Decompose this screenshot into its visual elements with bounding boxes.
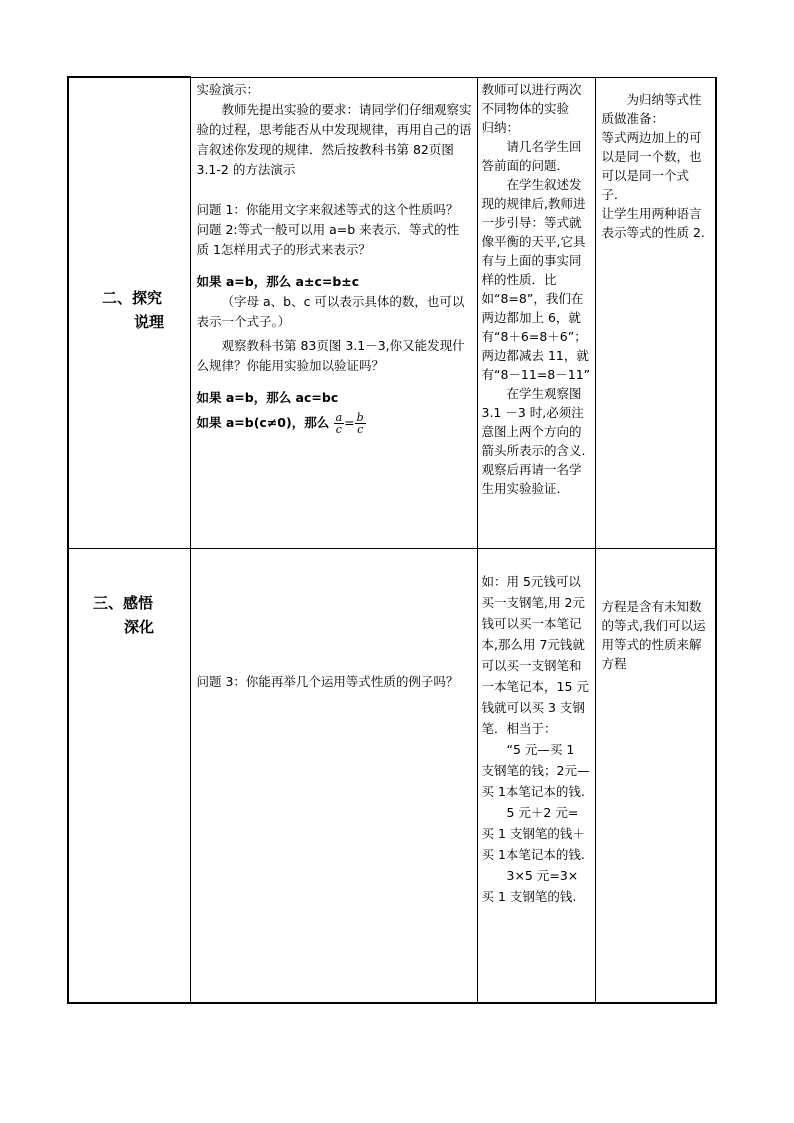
teacher-cell: [477, 549, 595, 1004]
activity-requirement: 教师先提出实验的要求：请同学们仔细观察实验的过程，思考能否从中发现规律，再用自己的语言叙述你发现的规律．然后按教科书第 82页图 3.1-2 的方法演示: [196, 101, 472, 177]
intent-cell: [595, 549, 716, 1004]
stage-cell: [68, 77, 190, 549]
activity-cell: [190, 549, 477, 1004]
intent-text-4: 方程是含有未知数的等式,我们可以运用等式的性质来解方程: [601, 598, 706, 671]
teacher-text-4: 在学生叙述发现的规律后,教师进一步引导：等式就像平衡的天平,它具有与上面的事实同样的性质．比如“8=8”，我们在两边都加上 6，就有“8＋6=8＋6”；两边都减去 11，就有“8－11=8－11”: [481, 176, 591, 382]
intent-text-1: 为归纳等式性质做准备：: [601, 91, 702, 126]
table-row: [68, 549, 716, 1004]
intent-cell: [595, 77, 716, 549]
stage-label-line1: 三、感悟: [93, 594, 154, 612]
lesson-plan-table: [67, 76, 717, 1004]
stage-label-line1: 二、探究: [102, 289, 163, 307]
activity-title: 实验演示：: [196, 81, 260, 97]
teacher-example-1: 如：用 5元钱可以买一支钢笔,用 2元钱可以买一本笔记本,那么用 7元钱就可以买一支钢笔和一本笔记本，15 元钱就可以买 3 支钢笔．相当于：: [481, 574, 589, 736]
teacher-text-5: 在学生观察图 3.1 －3 时,必须注意图上两个方向的箭头所表示的含义.观察后再请一名学生用实验验证.: [481, 385, 586, 496]
property-note-1: （字母 a、b、c 可以表示具体的数，也可以表示一个式子。）: [196, 293, 465, 329]
stage-label-line2: 说理: [134, 313, 165, 331]
teacher-example-2: “5 元—买 1 支钢笔的钱；2元—买 1本笔记本的钱.: [481, 742, 590, 799]
teacher-example-3: 5 元＋2 元=买 1 支钢笔的钱＋买 1本笔记本的钱.: [481, 805, 585, 862]
fraction-a-over-c: $\frac{a}{c}$: [335, 410, 343, 436]
stage-cell: [68, 549, 190, 1004]
activity-cell: [190, 77, 477, 549]
question-3: 问题 3：你能再举几个运用等式性质的例子吗？: [196, 674, 459, 689]
teacher-text-1: 教师可以进行两次不同物体的实验: [481, 81, 582, 116]
property-rule-2: 如果 a=b，那么 ac=bc: [196, 389, 339, 405]
stage-label: [69, 549, 190, 639]
property-rule-3: 如果 a=b(c≠0)，那么 $\frac{a}{c}$ = $\frac{b}{c}$: [196, 410, 364, 436]
teacher-text-3: 请几名学生回答前面的问题．: [481, 138, 582, 173]
intent-text-2: 等式两边加上的可以是同一个数，也可以是同一个式子．: [601, 129, 702, 202]
fraction-b-over-c: $\frac{b}{c}$: [356, 410, 364, 436]
intent-text-3: 让学生用两种语言表示等式的性质 2.: [601, 205, 705, 240]
property-rule-3-text: 如果 a=b(c≠0)，那么: [196, 414, 330, 430]
teacher-example-4: 3×5 元=3×买 1 支钢笔的钱.: [481, 868, 579, 904]
observe-question: 观察教科书第 83页图 3.1－3,你又能发现什么规律？你能用实验加以验证吗？: [196, 337, 465, 373]
table-row: [68, 77, 716, 549]
stage-label: [69, 78, 190, 334]
property-rule-1: 如果 a=b，那么 a±c=b±c: [196, 273, 360, 289]
teacher-cell: [477, 77, 595, 549]
stage-label-line2: 深化: [124, 618, 155, 636]
teacher-text-2: 归纳：: [481, 119, 520, 135]
question-1: 问题 1：你能用文字来叙述等式的这个性质吗？: [196, 201, 459, 217]
question-2: 问题 2:等式一般可以用 a=b 来表示．等式的性质 1怎样用式子的形式来表示？: [196, 221, 460, 257]
